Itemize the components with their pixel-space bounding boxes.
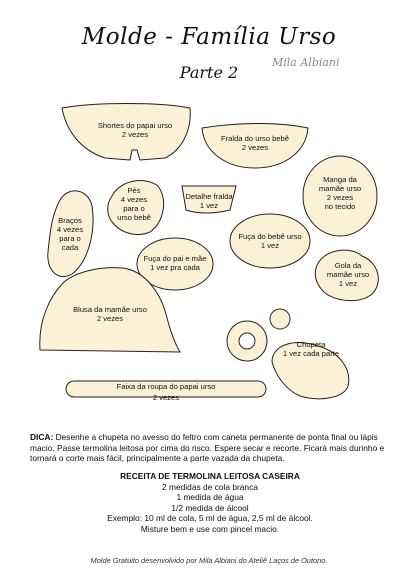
- footer-credit: Molde Gratuito desenvolvido por Mila Albiani do Ateliê Laços de Outono.: [90, 556, 328, 565]
- label-blusa: Blusa da mamãe urso 2 vezes: [73, 305, 147, 323]
- label-fuca-bebe: Fuça do bebê urso 1 vez: [238, 232, 302, 250]
- label-detalhe: Detalhe fralda 1 vez: [185, 192, 233, 210]
- author-signature: Mila Albiani: [272, 56, 340, 69]
- tip-label: DICA:: [30, 432, 54, 442]
- recipe-line: Exemplo: 10 ml de cola, 5 ml de água, 2,5 ml de álcool.: [107, 513, 313, 523]
- tip-paragraph: [30, 432, 392, 464]
- recipe-title: RECEITA DE TERMOLINA LEITOSA CASEIRA: [120, 471, 300, 481]
- page-subtitle: Parte 2: [179, 63, 239, 82]
- label-bracos: Braços 4 vezes para o cada: [56, 216, 84, 252]
- label-gola: Gola da mamãe urso 1 vez: [326, 261, 370, 288]
- chupeta-ring-hole: [239, 333, 255, 349]
- label-shorts: Shortes do papai urso 2 vezes: [97, 121, 173, 139]
- label-chupeta: Chupeta 1 vez cada parte: [282, 340, 340, 358]
- page-title: Molde - Família Urso: [81, 24, 337, 50]
- tip-text: Desenhe a chupeta no avesso do feltro com caneta permanente de ponta final ou lápis macio. Passe termolina leitosa por cima do risco. Espere secar e recorte. Ficará mais durinho e tornará o corte mais fácil, principalmente a parte vazada da chupeta.: [30, 432, 385, 463]
- label-faixa: Faixa da roupa do papai urso 2 vezes: [116, 382, 216, 402]
- label-manga: Manga da mamãe urso 2 vezes no tecido: [318, 175, 362, 211]
- recipe-line: Misture bem e use com pincel macio.: [140, 523, 280, 534]
- label-pes: Pés 4 vezes para o urso bebê: [117, 186, 151, 222]
- recipe-line: 1 medida de água: [176, 492, 244, 502]
- recipe-line: 2 medidas de cola branca: [162, 481, 258, 492]
- recipe-block: [40, 471, 380, 534]
- label-fuca-pai-mae: Fuça do pai e mãe 1 vez pra cada: [143, 254, 207, 272]
- label-fralda: Fralda do urso bebê 2 vezes: [221, 134, 289, 152]
- recipe-line: 1/2 medida de álcool: [171, 502, 249, 513]
- chupeta-small-circle: [270, 309, 290, 329]
